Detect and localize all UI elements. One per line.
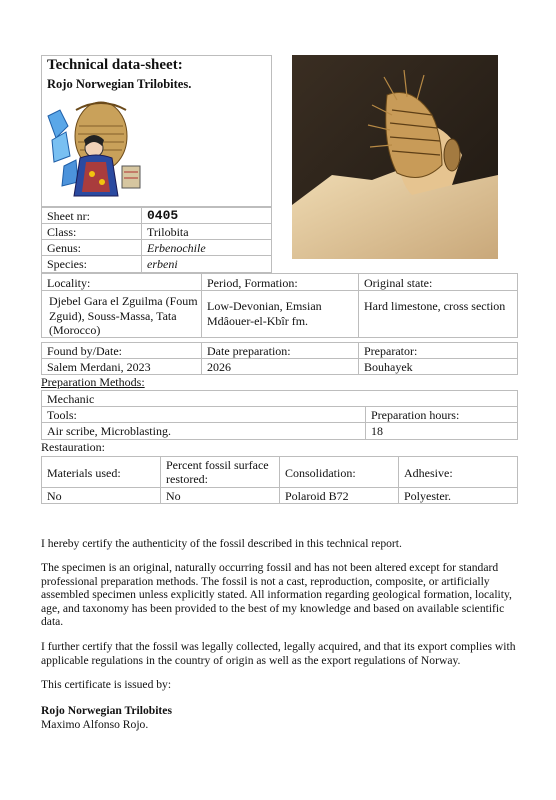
fossil-photo <box>292 55 498 259</box>
adhesive-label: Adhesive: <box>398 456 518 488</box>
species-value: erbeni <box>141 255 272 273</box>
state-value: Hard limestone, cross section <box>358 290 518 338</box>
sheet-nr-label: Sheet nr: <box>41 207 142 224</box>
found-label: Found by/Date: <box>41 342 202 359</box>
cert-paragraph-4: This certificate is issued by: <box>41 678 172 691</box>
period-value: Low-Devonian, Emsian Mdâouer-el-Kbîr fm. <box>201 290 359 338</box>
tools-label: Tools: <box>41 406 366 423</box>
cert-paragraph-1: I hereby certify the authenticity of the fossil described in this technical report. <box>41 537 402 550</box>
prep-method-value: Mechanic <box>41 390 518 407</box>
adhesive-value: Polyester. <box>398 487 518 504</box>
materials-label: Materials used: <box>41 456 161 488</box>
materials-value: No <box>41 487 161 504</box>
class-label: Class: <box>41 223 142 240</box>
locality-value: Djebel Gara el Zguilma (Foum Zguid), Souss-Massa, Tata (Morocco) <box>41 290 202 338</box>
consolidation-value: Polaroid B72 <box>279 487 399 504</box>
consolidation-label: Consolidation: <box>279 456 399 488</box>
prep-methods-heading: Preparation Methods: <box>41 375 145 389</box>
issuer-company: Rojo Norwegian Trilobites <box>41 704 172 717</box>
date-prep-value: 2026 <box>201 358 359 375</box>
period-label: Period, Formation: <box>201 273 359 291</box>
restauration-heading: Restauration: <box>41 440 105 454</box>
prep-hours-value: 18 <box>365 422 518 440</box>
preparator-value: Bouhayek <box>358 358 518 375</box>
preparator-label: Preparator: <box>358 342 518 359</box>
issuer-person: Maximo Alfonso Rojo. <box>41 718 149 731</box>
state-label: Original state: <box>358 273 518 291</box>
doc-title: Technical data-sheet: <box>47 57 183 73</box>
cert-paragraph-2: The specimen is an original, naturally occurring fossil and has not been altered except for standard professional preparation methods. The fossil is not a cast, reproduction, composite, or artificially assembled specimen unless explicitly stated. All information regarding geological formation, locality, age, and taxonomy has been provided to the best of my knowledge and based on available scientific data. <box>41 561 512 629</box>
logo <box>46 96 146 206</box>
cert-paragraph-3: I further certify that the fossil was legally collected, legally acquired, and that its export complies with applicable regulations in the country of origin as well as the export regulations of Norway. <box>41 640 516 667</box>
class-value: Trilobita <box>141 223 272 240</box>
genus-value: Erbenochile <box>141 239 272 256</box>
prep-hours-label: Preparation hours: <box>365 406 518 423</box>
percent-label: Percent fossil surface restored: <box>160 456 280 488</box>
header-box <box>41 55 272 207</box>
percent-value: No <box>160 487 280 504</box>
doc-subtitle: Rojo Norwegian Trilobites. <box>47 77 192 91</box>
date-prep-label: Date preparation: <box>201 342 359 359</box>
genus-label: Genus: <box>41 239 142 256</box>
found-value: Salem Merdani, 2023 <box>41 358 202 375</box>
sheet-nr-value: 0405 <box>141 207 272 224</box>
tools-value: Air scribe, Microblasting. <box>41 422 366 440</box>
species-label: Species: <box>41 255 142 273</box>
locality-label: Locality: <box>41 273 202 291</box>
